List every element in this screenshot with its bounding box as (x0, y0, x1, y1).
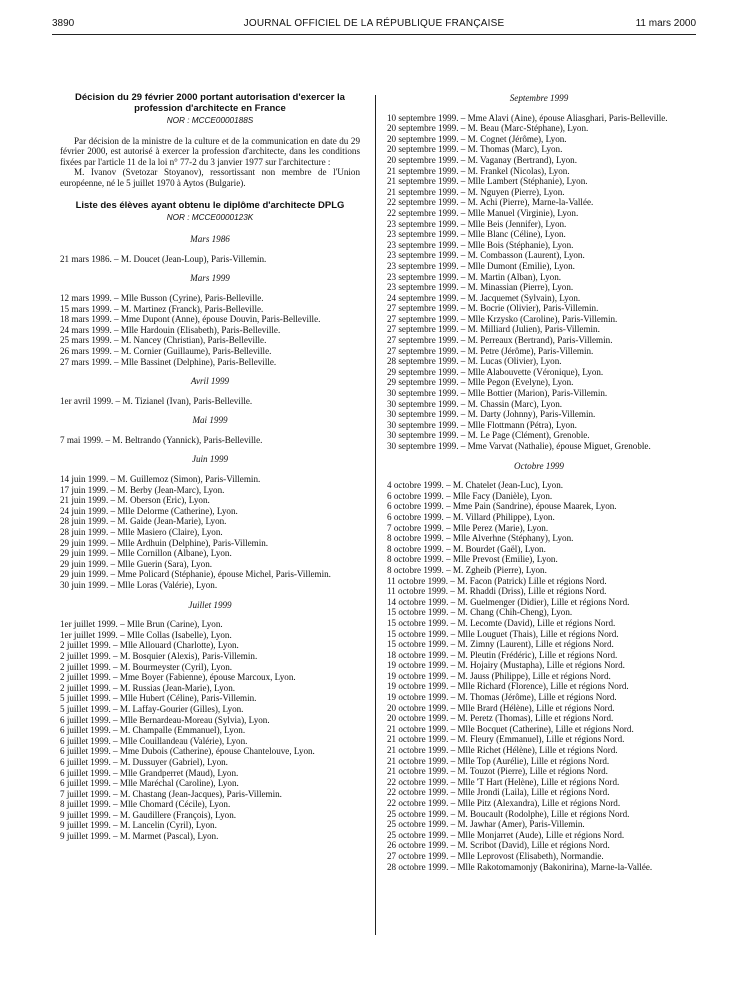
graduate-entry: 6 juillet 1999. – Mlle Bernardeau-Moreau (Sylvia), Lyon. (60, 714, 270, 725)
right-sections (387, 93, 691, 872)
graduate-entry: 29 septembre 1999. – Mlle Alabouvette (Véronique), Lyon. (387, 366, 604, 377)
graduate-entry: 29 septembre 1999. – Mlle Pegon (Evelyne), Lyon. (387, 377, 574, 388)
graduate-entry: 20 septembre 1999. – M. Beau (Marc-Stéphane), Lyon. (387, 123, 589, 134)
graduate-entry: 19 octobre 1999. – Mlle Richard (Florence), Lille et régions Nord. (387, 681, 629, 692)
graduate-entry: 27 septembre 1999. – M. Milliard (Julien), Paris-Villemin. (387, 324, 600, 335)
graduate-entry: 6 juillet 1999. – Mme Dubois (Catherine), épouse Chantelouve, Lyon. (60, 746, 315, 757)
graduate-entry: 6 juillet 1999. – M. Dussuyer (Gabriel), Lyon. (60, 756, 228, 767)
graduate-entry: 8 octobre 1999. – M. Bourdet (Gaël), Lyon. (387, 543, 546, 554)
graduate-entry: 2 juillet 1999. – Mlle Allouard (Charlotte), Lyon. (60, 640, 239, 651)
decision-title: Décision du 29 février 2000 portant autorisation d'exercer la profession d'architecte en France (75, 92, 345, 114)
graduate-entry: 24 mars 1999. – Mlle Hardouin (Elisabeth), Paris-Belleville. (60, 324, 281, 335)
graduate-entry: 26 octobre 1999. – M. Scribot (David), Lille et régions Nord. (387, 840, 610, 851)
graduate-entry: 20 septembre 1999. – M. Cognet (Jérôme), Lyon. (387, 133, 567, 144)
month-heading: Juin 1999 (191, 454, 229, 465)
graduate-entry: 21 octobre 1999. – Mlle Top (Aurélie), Lille et régions Nord. (387, 755, 610, 766)
graduate-entry: 27 mars 1999. – Mlle Bassinet (Delphine), Paris-Belleville. (60, 356, 277, 367)
graduate-entry: 19 octobre 1999. – M. Jauss (Philippe), Lille et régions Nord. (387, 670, 611, 681)
graduate-entry: 8 octobre 1999. – M. Zgheib (Pierre), Lyon. (387, 564, 547, 575)
graduate-entry: 20 octobre 1999. – M. Peretz (Thomas), Lille et régions Nord. (387, 713, 614, 724)
graduate-entry: 24 juin 1999. – Mlle Delorme (Catherine), Lyon. (60, 505, 238, 516)
month-heading: Juillet 1999 (188, 599, 232, 610)
graduate-entry: 2 juillet 1999. – M. Russias (Jean-Marie), Lyon. (60, 682, 236, 693)
graduate-entry: 28 septembre 1999. – M. Lucas (Olivier), Lyon. (387, 356, 562, 367)
graduate-entry: 21 octobre 1999. – M. Touzot (Pierre), Lille et régions Nord. (387, 766, 608, 777)
graduate-entry: 30 septembre 1999. – Mlle Flottmann (Pétra), Lyon. (387, 419, 577, 430)
month-heading: Octobre 1999 (514, 460, 564, 471)
graduate-entry: 25 mars 1999. – M. Nancey (Christian), Paris-Belleville. (60, 335, 267, 346)
graduate-entry: 6 juillet 1999. – Mlle Couillandeau (Valérie), Lyon. (60, 735, 248, 746)
graduate-entry: 30 septembre 1999. – M. Darty (Johnny), Paris-Villemin. (387, 409, 596, 420)
graduate-entry: 27 septembre 1999. – M. Petre (Jérôme), Paris-Villemin. (387, 345, 594, 356)
graduate-entry: 8 octobre 1999. – Mlle Prevost (Emilie), Lyon. (387, 554, 558, 565)
header-rule (52, 34, 696, 35)
graduate-entry: 20 septembre 1999. – M. Vaganay (Bertrand), Lyon. (387, 154, 577, 165)
graduate-entry: 9 juillet 1999. – M. Lancelin (Cyril), Lyon. (60, 820, 217, 831)
graduate-entry: 7 octobre 1999. – Mlle Perez (Marie), Lyon. (387, 522, 549, 533)
graduate-entry: 29 juin 1999. – Mlle Guerin (Sara), Lyon. (60, 558, 213, 569)
decision-nor: NOR : MCCE0000188S (166, 116, 254, 125)
graduate-entry: 1er juillet 1999. – Mlle Collas (Isabelle), Lyon. (60, 629, 232, 640)
graduate-entry: 1er avril 1999. – M. Tizianel (Ivan), Paris-Belleville. (60, 395, 253, 406)
graduate-entry: 27 septembre 1999. – M. Bocrie (Olivier), Paris-Villemin. (387, 303, 599, 314)
decision-beneficiary: M. Ivanov (Svetozar Stoyanov), ressortissant non membre de l'Union européenne, né le 5 juillet 1970 à Aytos (Bulgarie). (60, 167, 360, 188)
graduate-entry: 28 juin 1999. – M. Gaide (Jean-Marie), Lyon. (60, 516, 227, 527)
graduate-entry: 1er juillet 1999. – Mlle Brun (Carine), Lyon. (60, 619, 223, 630)
graduate-entry: 20 septembre 1999. – M. Thomas (Marc), Lyon. (387, 144, 563, 155)
graduate-entry: 30 septembre 1999. – Mlle Bottier (Marion), Paris-Villemin. (387, 388, 608, 399)
liste-nor: NOR : MCCE0000123K (166, 212, 254, 222)
graduate-entry: 27 septembre 1999. – M. Perreaux (Bertrand), Paris-Villemin. (387, 335, 613, 346)
graduate-entry: 19 octobre 1999. – M. Hojairy (Mustapha), Lille et régions Nord. (387, 660, 625, 671)
journal-title: JOURNAL OFFICIEL DE LA RÉPUBLIQUE FRANÇAISE (243, 18, 505, 29)
left-column (60, 92, 360, 842)
issue-date: 11 mars 2000 (635, 18, 696, 29)
graduate-entry: 2 juillet 1999. – M. Bosquier (Alexis), Paris-Villemin. (60, 650, 258, 661)
graduate-entry: 28 octobre 1999. – Mlle Rakotomamonjy (Bakonirina), Marne-la-Vallée. (387, 861, 653, 872)
graduate-entry: 29 juin 1999. – Mlle Cornillon (Albane), Lyon. (60, 548, 232, 559)
graduate-entry: 7 juillet 1999. – M. Chastang (Jean-Jacques), Paris-Villemin. (60, 788, 282, 799)
graduate-entry: 24 septembre 1999. – M. Jacquemet (Sylvain), Lyon. (387, 292, 581, 303)
month-heading: Mars 1999 (190, 273, 230, 284)
graduate-entry: 22 septembre 1999. – Mlle Manuel (Virginie), Lyon. (387, 207, 579, 218)
column-divider (375, 95, 376, 935)
graduate-entry: 9 juillet 1999. – M. Gaudillere (François), Lyon. (60, 809, 237, 820)
month-heading: Septembre 1999 (509, 93, 569, 103)
graduate-entry: 22 octobre 1999. – Mlle Jrondi (Laila), Lille et régions Nord. (387, 787, 610, 798)
graduate-entry: 21 octobre 1999. – Mlle Richet (Hélène), Lille et régions Nord. (387, 745, 618, 756)
graduate-entry: 14 octobre 1999. – M. Guelmenger (Didier), Lille et régions Nord. (387, 596, 630, 607)
graduate-entry: 26 mars 1999. – M. Cornier (Guillaume), Paris-Belleville. (60, 345, 272, 356)
graduate-entry: 9 juillet 1999. – M. Marmet (Pascal), Lyon. (60, 831, 219, 842)
graduate-entry: 15 octobre 1999. – M. Lecomte (David), Lille et régions Nord. (387, 617, 616, 628)
month-heading: Mars 1986 (190, 234, 230, 245)
graduate-entry: 15 octobre 1999. – M. Zimny (Laurent), Lille et régions Nord. (387, 639, 614, 650)
graduate-entry: 10 septembre 1999. – Mme Alavi (Aine), épouse Aliasghari, Paris-Belleville. (387, 112, 668, 123)
graduate-entry: 29 juin 1999. – Mlle Ardhuin (Delphine), Paris-Villemin. (60, 537, 269, 548)
graduate-entry: 29 juin 1999. – Mme Policard (Stéphanie), épouse Michel, Paris-Villemin. (60, 569, 331, 580)
graduate-entry: 6 juillet 1999. – Mlle Grandperret (Maud), Lyon. (60, 767, 239, 778)
graduate-entry: 6 octobre 1999. – M. Villard (Philippe), Lyon. (387, 511, 555, 522)
graduate-entry: 28 juin 1999. – Mlle Masiero (Claire), Lyon. (60, 527, 223, 538)
graduate-entry: 22 octobre 1999. – Mlle Pitz (Alexandra), Lille et régions Nord. (387, 798, 621, 808)
graduate-entry: 21 septembre 1999. – M. Nguyen (Pierre), Lyon. (387, 186, 565, 197)
graduate-entry: 2 juillet 1999. – Mme Boyer (Fabienne), épouse Marcoux, Lyon. (60, 672, 296, 683)
graduate-entry: 17 juin 1999. – M. Berby (Jean-Marc), Lyon. (60, 484, 225, 495)
liste-title: Liste des élèves ayant obtenu le diplôme d'architecte DPLG (75, 199, 345, 211)
month-heading: Mai 1999 (192, 415, 228, 426)
graduate-entry: 23 septembre 1999. – M. Minassian (Pierre), Lyon. (387, 282, 574, 293)
graduate-entry: 15 octobre 1999. – Mlle Louguet (Thais), Lille et régions Nord. (387, 628, 619, 639)
graduate-entry: 21 octobre 1999. – M. Fleury (Emmanuel), Lille et régions Nord. (387, 734, 625, 745)
graduate-entry: 21 septembre 1999. – M. Frankel (Nicolas), Lyon. (387, 165, 570, 176)
graduate-entry: 23 septembre 1999. – M. Martin (Alban), Lyon. (387, 271, 562, 282)
graduate-entry: 27 octobre 1999. – Mlle Leprovost (Elisabeth), Normandie. (387, 850, 604, 861)
graduate-entry: 11 octobre 1999. – M. Rhaddi (Driss), Lille et régions Nord. (387, 586, 607, 597)
page-number: 3890 (52, 18, 75, 29)
decision-paragraph: Par décision de la ministre de la culture et de la communication en date du 29 février 2000, est autorisé à exercer la profession d'architecte, dans les conditions fixées par l'article 11 de la loi n° 77-2 du 3 janvier 1977 sur l'architecture : (60, 135, 360, 167)
graduate-entry: 8 octobre 1999. – Mlle Alverhne (Stéphany), Lyon. (387, 533, 574, 544)
graduate-entry: 25 octobre 1999. – Mlle Monjarret (Aude), Lille et régions Nord. (387, 829, 625, 840)
graduate-entry: 15 octobre 1999. – M. Chang (Chih-Cheng), Lyon. (387, 607, 573, 618)
graduate-entry: 21 octobre 1999. – Mlle Bocquet (Catherine), Lille et régions Nord. (387, 723, 634, 734)
graduate-entry: 19 octobre 1999. – M. Thomas (Jérôme), Lille et régions Nord. (387, 692, 617, 703)
page-header (52, 18, 696, 32)
graduate-entry: 20 octobre 1999. – Mlle Brard (Hélène), Lille et régions Nord. (387, 702, 615, 713)
graduate-entry: 6 octobre 1999. – Mme Pain (Sandrine), épouse Maarek, Lyon. (387, 501, 617, 512)
graduate-entry: 25 octobre 1999. – M. Jawhar (Amer), Paris-Villemin. (387, 819, 585, 830)
graduate-entry: 4 octobre 1999. – M. Chatelet (Jean-Luc), Lyon. (387, 480, 564, 491)
graduate-entry: 6 juillet 1999. – M. Champalle (Emmanuel), Lyon. (60, 725, 246, 736)
graduate-entry: 25 octobre 1999. – M. Boucault (Rodolphe), Lille et régions Nord. (387, 808, 630, 819)
graduate-entry: 2 juillet 1999. – M. Bourmeyster (Cyril), Lyon. (60, 661, 233, 672)
graduate-entry: 15 mars 1999. – M. Martinez (Franck), Paris-Belleville. (60, 303, 264, 314)
graduate-entry: 21 juin 1999. – M. Oberson (Eric), Lyon. (60, 495, 210, 506)
graduate-entry: 6 octobre 1999. – Mlle Facy (Danièle), Lyon. (387, 490, 553, 501)
graduate-entry: 5 juillet 1999. – Mlle Hubert (Céline), Paris-Villemin. (60, 693, 257, 704)
graduate-entry: 6 juillet 1999. – Mlle Maréchal (Caroline), Lyon. (60, 778, 239, 789)
graduate-entry: 30 juin 1999. – Mlle Loras (Valérie), Lyon. (60, 580, 218, 590)
graduate-entry: 30 septembre 1999. – M. Chassin (Marc), Lyon. (387, 398, 563, 409)
graduate-entry: 30 septembre 1999. – M. Le Page (Clément), Grenoble. (387, 430, 590, 441)
graduate-entry: 12 mars 1999. – Mlle Busson (Cyrine), Paris-Belleville. (60, 292, 264, 303)
month-heading: Avril 1999 (190, 376, 230, 387)
graduate-entry: 23 septembre 1999. – M. Combasson (Laurent), Lyon. (387, 250, 585, 261)
graduate-entry: 8 juillet 1999. – Mlle Chomard (Cécile), Lyon. (60, 799, 231, 810)
graduate-entry: 21 septembre 1999. – Mlle Lambert (Stéphanie), Lyon. (387, 176, 588, 187)
graduate-entry: 23 septembre 1999. – Mlle Bois (Stéphanie), Lyon. (387, 239, 574, 250)
graduate-entry: 22 septembre 1999. – M. Achi (Pierre), Marne-la-Vallée. (387, 197, 594, 208)
graduate-entry: 11 octobre 1999. – M. Facon (Patrick) Lille et régions Nord. (387, 575, 607, 586)
graduate-entry: 27 septembre 1999. – Mlle Krzysko (Caroline), Paris-Villemin. (387, 313, 618, 324)
graduate-entry: 21 mars 1986. – M. Doucet (Jean-Loup), Paris-Villemin. (60, 253, 267, 264)
graduate-entry: 23 septembre 1999. – Mlle Dumont (Emilie), Lyon. (387, 260, 575, 271)
graduate-entry: 30 septembre 1999. – Mme Varvat (Nathalie), épouse Miguet, Grenoble. (387, 441, 651, 451)
graduate-entry: 5 juillet 1999. – M. Laffay-Gourier (Gilles), Lyon. (60, 703, 244, 714)
graduate-entry: 23 septembre 1999. – Mlle Blanc (Céline), Lyon. (387, 229, 566, 240)
graduate-entry: 23 septembre 1999. – Mlle Beis (Jennifer), Lyon. (387, 218, 567, 229)
graduate-entry: 14 juin 1999. – M. Guillemoz (Simon), Paris-Villemin. (60, 474, 261, 485)
graduate-entry: 18 octobre 1999. – M. Pleutin (Frédéric), Lille et régions Nord. (387, 649, 618, 660)
graduate-entry: 7 mai 1999. – M. Beltrando (Yannick), Paris-Belleville. (60, 434, 263, 445)
graduate-entry: 22 octobre 1999. – Mlle 'T Hart (Helène), Lille et régions Nord. (387, 776, 620, 787)
left-sections (60, 234, 360, 842)
graduate-entry: 18 mars 1999. – Mme Dupont (Anne), épouse Douvin, Paris-Belleville. (60, 314, 321, 325)
right-column (387, 93, 691, 872)
